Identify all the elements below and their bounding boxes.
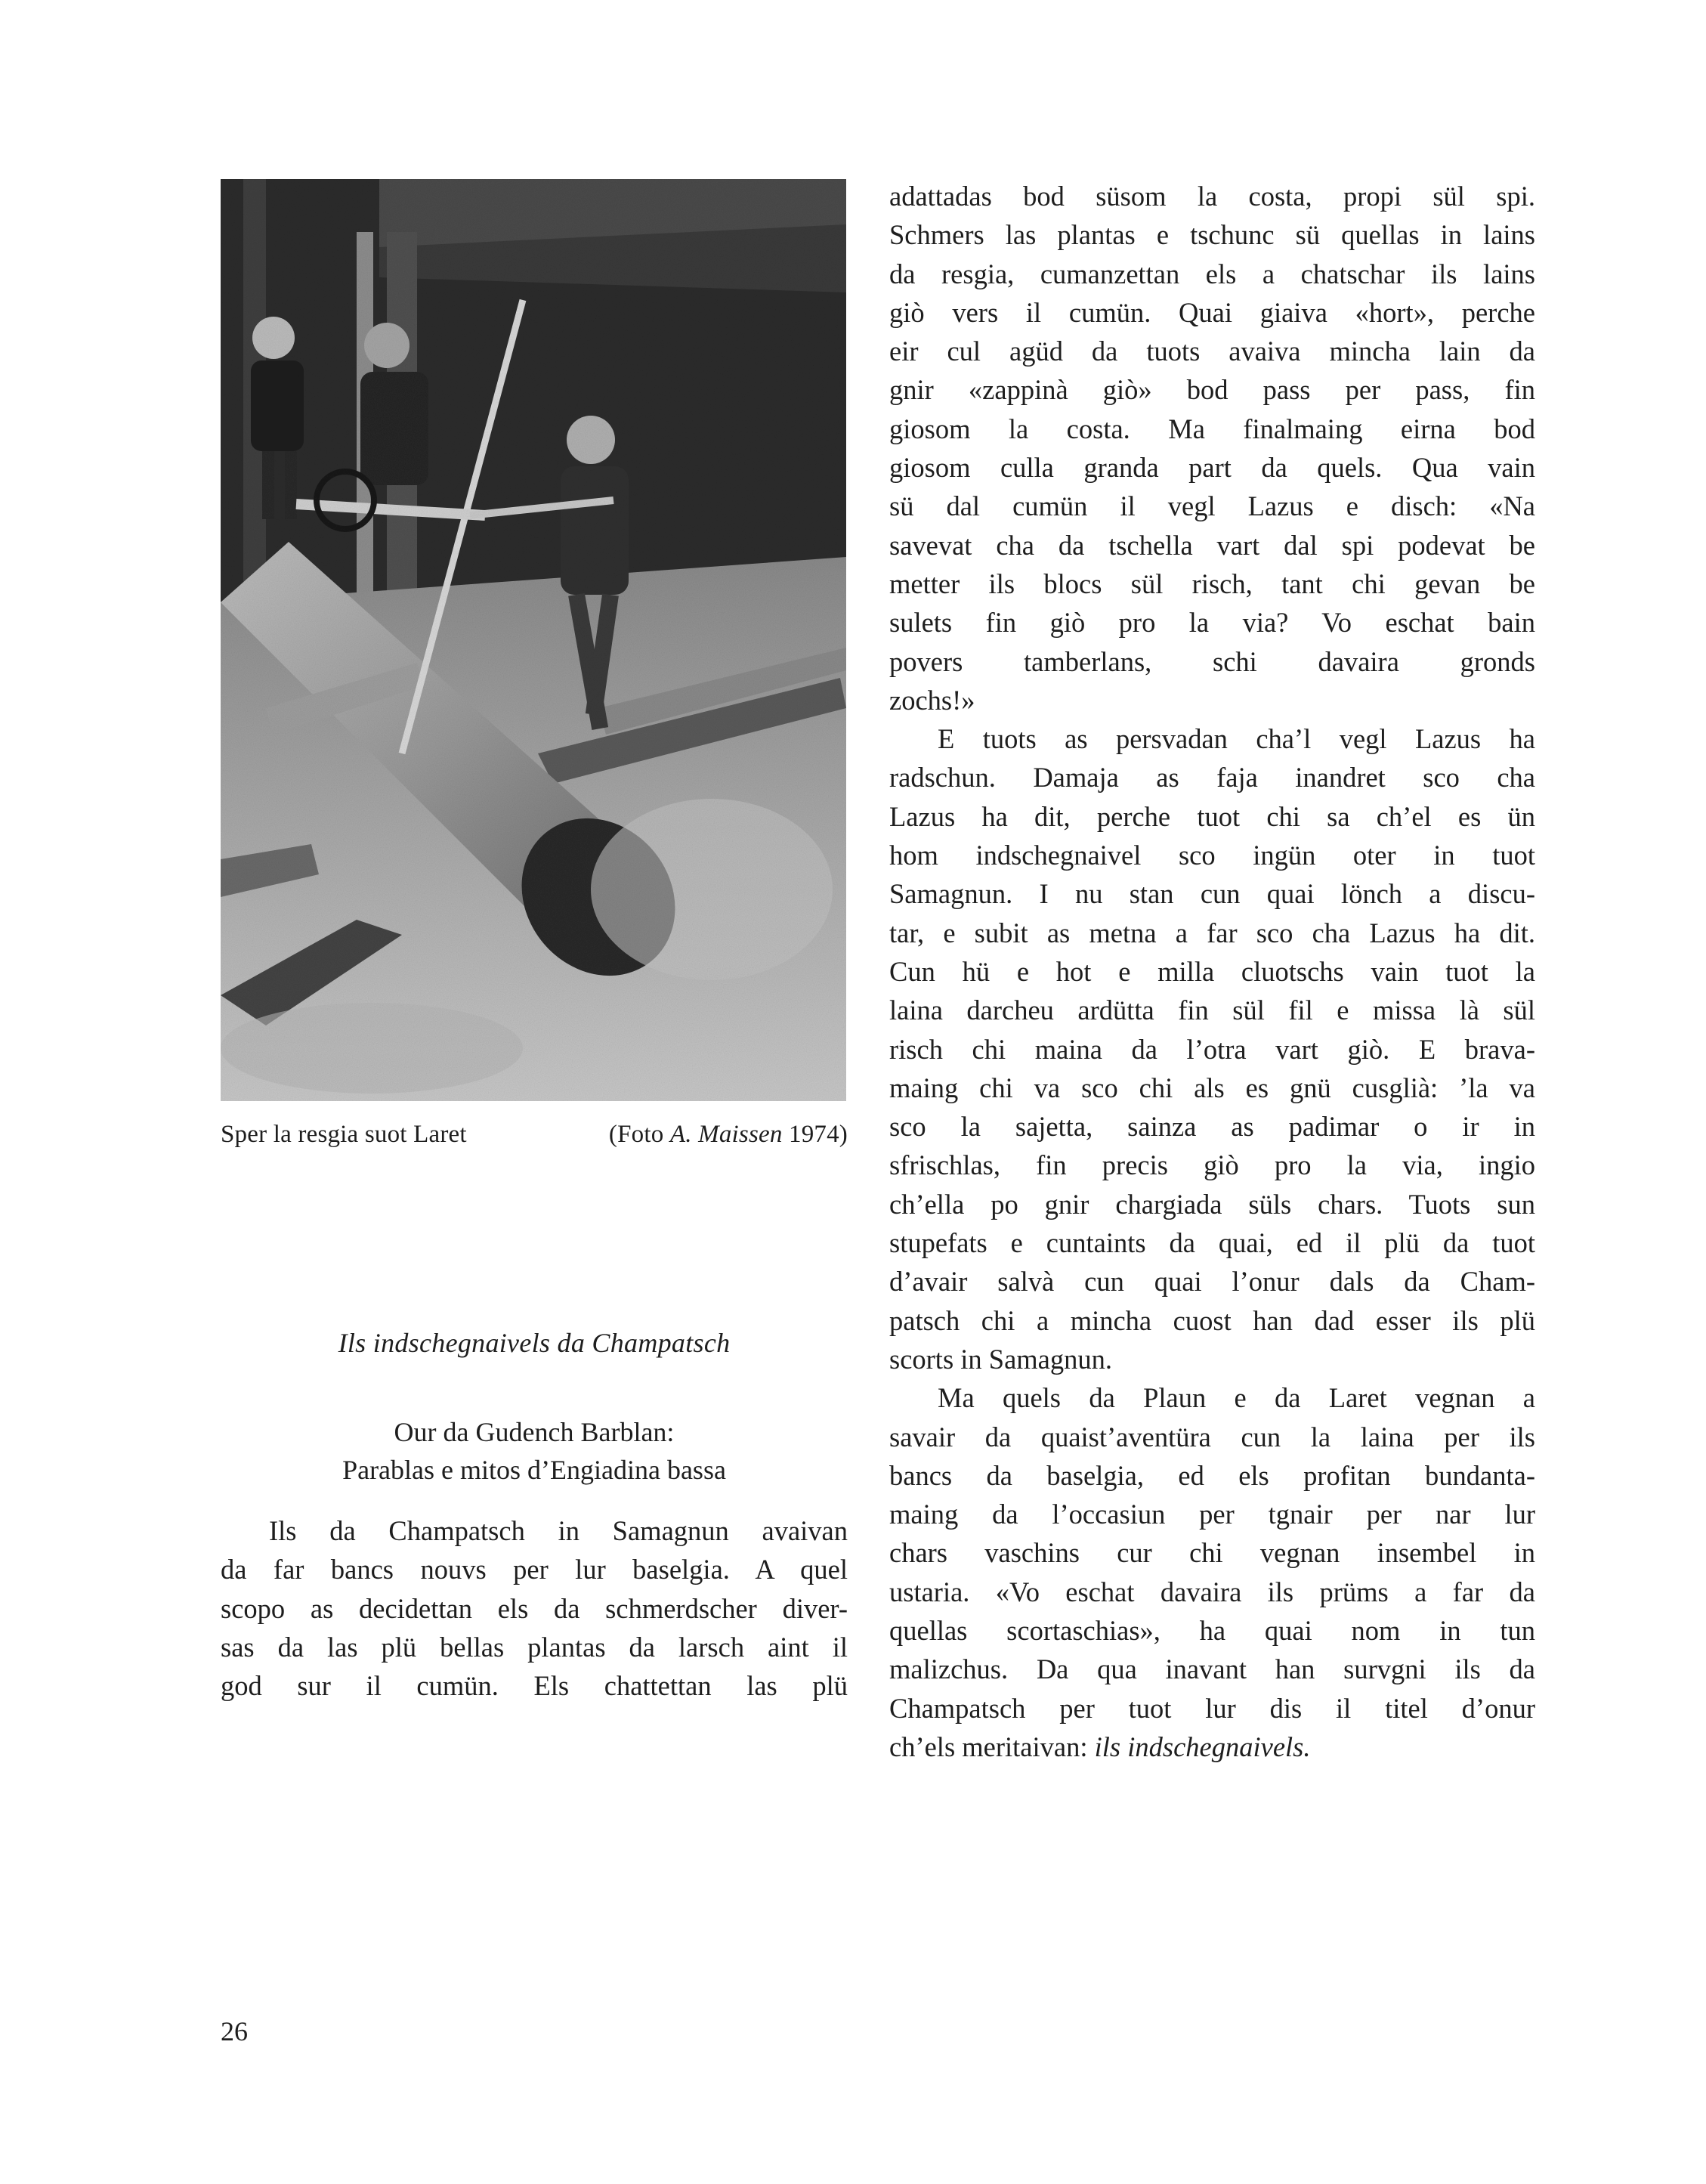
text-line: stupefats e cuntaints da quai, ed il plü da tuot (889, 1227, 1535, 1259)
caption-credit-prefix: (Foto (608, 1121, 670, 1148)
text-line: giosom culla granda part da quels. Qua vain (889, 452, 1535, 484)
text-line: Champatsch per tuot lur dis il titel d’onur (889, 1692, 1535, 1724)
text-line: malizchus. Da qua inavant han survgni ils da (889, 1653, 1535, 1685)
text-line: da far bancs nouvs per lur baselgia. A quel (221, 1554, 848, 1585)
text-line: quellas scortaschias», ha quai nom in tun (889, 1614, 1535, 1646)
text-line: gnir «zappinà giò» bod pass per pass, fin (889, 374, 1535, 406)
text-line: E tuots as persvadan cha’l vegl Lazus ha (938, 723, 1535, 755)
text-line: Ils da Champatsch in Samagnun avaivan (269, 1515, 848, 1546)
right-column-text (889, 177, 1535, 1766)
text-line: savair da quaist’aventüra cun la laina per ils (889, 1421, 1535, 1452)
text-line: Ma quels da Plaun e da Laret vegnan a (938, 1382, 1535, 1414)
text-line: maing da l’occasiun per tgnair per nar lur (889, 1499, 1535, 1530)
text-line: tar, e subit as metna a far sco cha Lazus ha dit. (889, 917, 1535, 948)
text-line: d’avair salvà cun quai l’onur dals da Cham- (889, 1266, 1535, 1298)
text-line: sfrischlas, fin precis giò pro la via, ingio (889, 1149, 1535, 1181)
text-line: sco la sajetta, sainza as padimar o ir in (889, 1111, 1535, 1143)
text-line: maing chi va sco chi als es gnü cusglià: ’la va (889, 1072, 1535, 1103)
text-line: ustaria. «Vo eschat davaira ils prüms a far da (889, 1576, 1535, 1607)
photo-caption (221, 1115, 848, 1153)
text-line: risch chi maina da l’otra vart giò. E brava- (889, 1033, 1535, 1065)
text-line: chars vaschins cur chi vegnan insembel in (889, 1537, 1535, 1569)
left-column-text (221, 1511, 848, 1705)
text-line: adattadas bod süsom la costa, propi sül spi. (889, 181, 1535, 212)
text-line: sas da las plü bellas plantas da larsch aint il (221, 1631, 848, 1663)
source-book-line: Parablas e mitos d’Engiadina bassa (342, 1455, 726, 1485)
text-line: god sur il cumün. Els chattettan las plü (221, 1670, 848, 1702)
text-line: savevat cha da tschella vart dal spi podevat be (889, 529, 1535, 561)
text-line: Lazus ha dit, perche tuot chi sa ch’el es ün (889, 800, 1535, 832)
caption-title: Sper la resgia suot Laret (221, 1121, 467, 1148)
text-line: sulets fin giò pro la via? Vo eschat bain (889, 607, 1535, 639)
text-line: da resgia, cumanzettan els a chatschar ils lains (889, 258, 1535, 289)
text-line: zochs!» (889, 684, 975, 716)
text-line: hom indschegnaivel sco ingün oter in tuot (889, 840, 1535, 871)
text-line: scorts in Samagnun. (889, 1343, 1113, 1375)
text-line: Cun hü e hot e milla cluotschs vain tuot la (889, 955, 1535, 987)
text-line: giò vers il cumün. Quai giaiva «hort», perche (889, 296, 1535, 328)
text-line: giosom la costa. Ma finalmaing eirna bod (889, 413, 1535, 444)
text-line: metter ils blocs sül risch, tant chi gevan be (889, 568, 1535, 599)
text-line: scopo as decidettan els da schmerdscher diver- (221, 1592, 848, 1624)
photo-sawmill-log (221, 179, 846, 1101)
source-author-line: Our da Gudench Barblan: (394, 1417, 675, 1447)
photo-image (221, 179, 846, 1101)
page-number: 26 (221, 2016, 248, 2046)
text-line: eir cul agüd da tuots avaiva mincha lain da (889, 336, 1535, 367)
caption-credit-year: 1974) (782, 1121, 848, 1148)
text-line: ch’ella po gnir chargiada süls chars. Tuots sun (889, 1188, 1535, 1220)
story-source (221, 1413, 848, 1489)
text-line: sü dal cumün il vegl Lazus e disch: «Na (889, 490, 1535, 522)
text-line: laina darcheu ardütta fin sül fil e missa là sül (889, 995, 1535, 1026)
caption-credit (609, 1115, 848, 1153)
story-title: Ils indschegnaivels da Champatsch (338, 1328, 731, 1358)
text-line: povers tamberlans, schi davaira gronds (889, 645, 1535, 677)
text-line: patsch chi a mincha cuost han dad esser ils plü (889, 1304, 1535, 1336)
text-line-final (889, 1728, 1535, 1766)
text-line: Schmers las plantas e tschunc sü quellas in lains (889, 219, 1535, 251)
caption-credit-author: A. Maissen (669, 1121, 783, 1148)
text-line: bancs da baselgia, ed els profitan bundanta- (889, 1459, 1535, 1491)
final-line-text: ch’els meritaivan: (889, 1731, 1095, 1762)
final-line-italic: ils indschegnaivels. (1094, 1731, 1311, 1762)
text-line: Samagnun. I nu stan cun quai lönch a discu- (889, 878, 1535, 910)
text-line: radschun. Damaja as faja inandret sco cha (889, 762, 1535, 793)
